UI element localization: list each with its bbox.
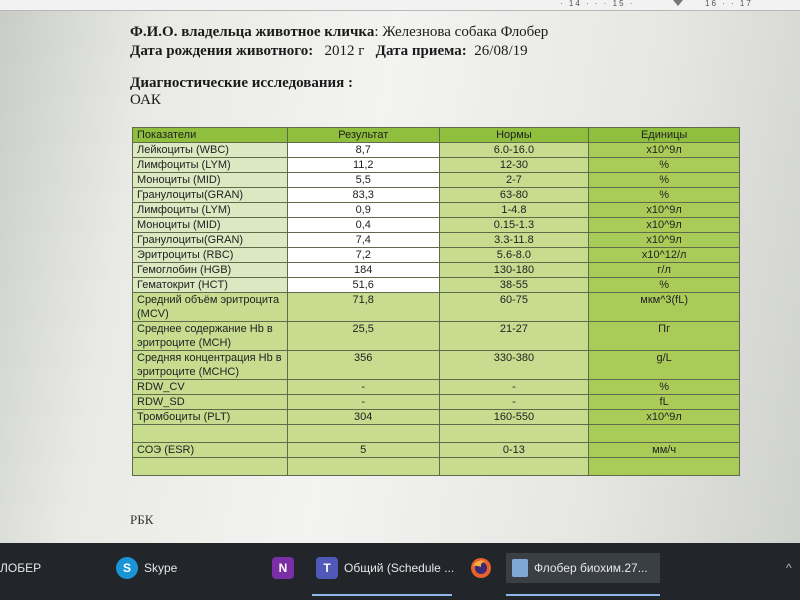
indicator-cell: Эритроциты (RBC)	[133, 248, 288, 263]
taskbar-item-skype[interactable]	[116, 553, 177, 583]
skype-icon: S	[116, 557, 138, 579]
unit-cell: г/л	[589, 263, 740, 278]
indicator-cell: RDW_SD	[133, 395, 288, 410]
result-cell	[287, 458, 439, 476]
taskbar-item-firefox[interactable]	[470, 553, 498, 583]
indicator-cell: Лейкоциты (WBC)	[133, 143, 288, 158]
table-row	[133, 218, 740, 233]
result-cell: 0,9	[287, 203, 439, 218]
unit-cell: fL	[589, 395, 740, 410]
table-row	[133, 143, 740, 158]
indicator-cell: Средний объём эритроцита (MCV)	[133, 293, 288, 322]
unit-cell: мм/ч	[589, 443, 740, 458]
table-row	[133, 203, 740, 218]
unit-cell: x10^9л	[589, 143, 740, 158]
birth-label: Дата рождения животного:	[130, 43, 314, 59]
result-cell: 7,2	[287, 248, 439, 263]
taskbar-label-skype: Skype	[144, 561, 178, 575]
table-row	[133, 458, 740, 476]
table-row	[133, 158, 740, 173]
table-header-row	[133, 128, 740, 143]
intake-value: 26/08/19	[474, 43, 528, 59]
unit-cell: x10^12/л	[589, 248, 740, 263]
footer-text: РБК	[130, 512, 154, 527]
unit-cell	[589, 458, 740, 476]
indicator-cell: Тромбоциты (PLT)	[133, 410, 288, 425]
table-row	[133, 233, 740, 248]
unit-cell: мкм^3(fL)	[589, 293, 740, 322]
unit-cell: Пг	[589, 322, 740, 351]
table-row	[133, 263, 740, 278]
taskbar-item-onenote[interactable]	[272, 553, 300, 583]
table-row	[133, 351, 740, 380]
teams-icon: T	[316, 557, 338, 579]
table-row	[133, 395, 740, 410]
unit-cell: %	[589, 380, 740, 395]
unit-cell: x10^9л	[589, 218, 740, 233]
norm-cell: 1-4.8	[439, 203, 589, 218]
indicator-cell: Гранулоциты(GRAN)	[133, 188, 288, 203]
result-cell: 5	[287, 443, 439, 458]
taskbar-item-teams[interactable]	[316, 553, 454, 583]
result-cell	[287, 425, 439, 443]
taskbar-label-teams: Общий (Schedule ...	[344, 561, 455, 575]
norm-cell: 0.15-1.3	[439, 218, 589, 233]
owner-value: Железнова собака Флобер	[382, 24, 549, 40]
table-row	[133, 173, 740, 188]
result-cell: 184	[287, 263, 439, 278]
document-icon	[512, 559, 528, 577]
indicator-cell: Гемоглобин (HGB)	[133, 263, 288, 278]
table-row	[133, 443, 740, 458]
norm-cell: 160-550	[439, 410, 589, 425]
ruler-indent-marker[interactable]	[673, 0, 683, 6]
table-header-cell: Нормы	[439, 128, 589, 143]
owner-colon: :	[374, 24, 379, 40]
firefox-icon	[470, 557, 492, 579]
word-active-indicator	[506, 594, 660, 596]
table-row	[133, 188, 740, 203]
result-cell: 11,2	[287, 158, 439, 173]
onenote-icon: N	[272, 557, 294, 579]
result-cell: -	[287, 395, 439, 410]
norm-cell	[439, 458, 589, 476]
dates-line	[130, 43, 528, 60]
result-cell: 304	[287, 410, 439, 425]
unit-cell: %	[589, 188, 740, 203]
ruler-right-marks: 16 · · 17	[705, 0, 753, 8]
norm-cell: 2-7	[439, 173, 589, 188]
norm-cell: -	[439, 380, 589, 395]
norm-cell: 130-180	[439, 263, 589, 278]
result-cell: 83,3	[287, 188, 439, 203]
table-header-cell: Показатели	[133, 128, 288, 143]
table-header-cell: Результат	[287, 128, 439, 143]
norm-cell: 63-80	[439, 188, 589, 203]
norm-cell: 3.3-11.8	[439, 233, 589, 248]
unit-cell: x10^9л	[589, 233, 740, 248]
norm-cell: 0-13	[439, 443, 589, 458]
results-table	[132, 127, 740, 476]
result-cell: 51,6	[287, 278, 439, 293]
result-cell: 8,7	[287, 143, 439, 158]
norm-cell: 21-27	[439, 322, 589, 351]
indicator-cell: Лимфоциты (LYM)	[133, 203, 288, 218]
intake-label: Дата приема:	[375, 43, 467, 59]
taskbar-label-word-doc: Флобер биохим.27...	[534, 561, 648, 575]
unit-cell: g/L	[589, 351, 740, 380]
result-cell: -	[287, 380, 439, 395]
taskbar-label-explorer: ЛОБЕР	[0, 561, 42, 575]
unit-cell: %	[589, 158, 740, 173]
ruler-marks: · 14 · · · 15 ·	[560, 0, 635, 8]
norm-cell: 6.0-16.0	[439, 143, 589, 158]
norm-cell	[439, 425, 589, 443]
result-cell: 71,8	[287, 293, 439, 322]
unit-cell: x10^9л	[589, 203, 740, 218]
table-row	[133, 293, 740, 322]
norm-cell: -	[439, 395, 589, 410]
indicator-cell: СОЭ (ESR)	[133, 443, 288, 458]
table-row	[133, 410, 740, 425]
table-row	[133, 278, 740, 293]
show-more-chevron-icon[interactable]: ^	[786, 561, 792, 575]
indicator-cell: Моноциты (MID)	[133, 218, 288, 233]
owner-label: Ф.И.О. владельца животное кличка	[130, 24, 375, 40]
norm-cell: 330-380	[439, 351, 589, 380]
teams-active-indicator	[312, 594, 452, 596]
birth-value: 2012 г	[324, 43, 365, 59]
indicator-cell: Лимфоциты (LYM)	[133, 158, 288, 173]
result-cell: 5,5	[287, 173, 439, 188]
norm-cell: 5.6-8.0	[439, 248, 589, 263]
table-header-cell: Единицы	[589, 128, 740, 143]
indicator-cell	[133, 458, 288, 476]
result-cell: 7,4	[287, 233, 439, 248]
diagnostics-heading: Диагностические исследования :	[130, 75, 354, 91]
norm-cell: 12-30	[439, 158, 589, 173]
indicator-cell: Средняя концентрация Hb в эритроците (MCHC)	[133, 351, 288, 380]
indicator-cell: Гематокрит (HCT)	[133, 278, 288, 293]
taskbar	[0, 543, 800, 600]
indicator-cell	[133, 425, 288, 443]
table-row	[133, 380, 740, 395]
taskbar-item-explorer[interactable]	[0, 553, 41, 583]
unit-cell: %	[589, 278, 740, 293]
table-row	[133, 425, 740, 443]
indicator-cell: Моноциты (MID)	[133, 173, 288, 188]
unit-cell: x10^9л	[589, 410, 740, 425]
result-cell: 25,5	[287, 322, 439, 351]
table-row	[133, 322, 740, 351]
result-cell: 0,4	[287, 218, 439, 233]
unit-cell: %	[589, 173, 740, 188]
norm-cell: 60-75	[439, 293, 589, 322]
indicator-cell: Гранулоциты(GRAN)	[133, 233, 288, 248]
test-name: ОАК	[130, 92, 161, 108]
norm-cell: 38-55	[439, 278, 589, 293]
taskbar-item-word-doc[interactable]	[506, 553, 660, 583]
horizontal-ruler[interactable]	[0, 0, 800, 11]
owner-line	[130, 24, 548, 41]
result-cell: 356	[287, 351, 439, 380]
indicator-cell: RDW_CV	[133, 380, 288, 395]
table-row	[133, 248, 740, 263]
unit-cell	[589, 425, 740, 443]
indicator-cell: Среднее содержание Hb в эритроците (MCH)	[133, 322, 288, 351]
